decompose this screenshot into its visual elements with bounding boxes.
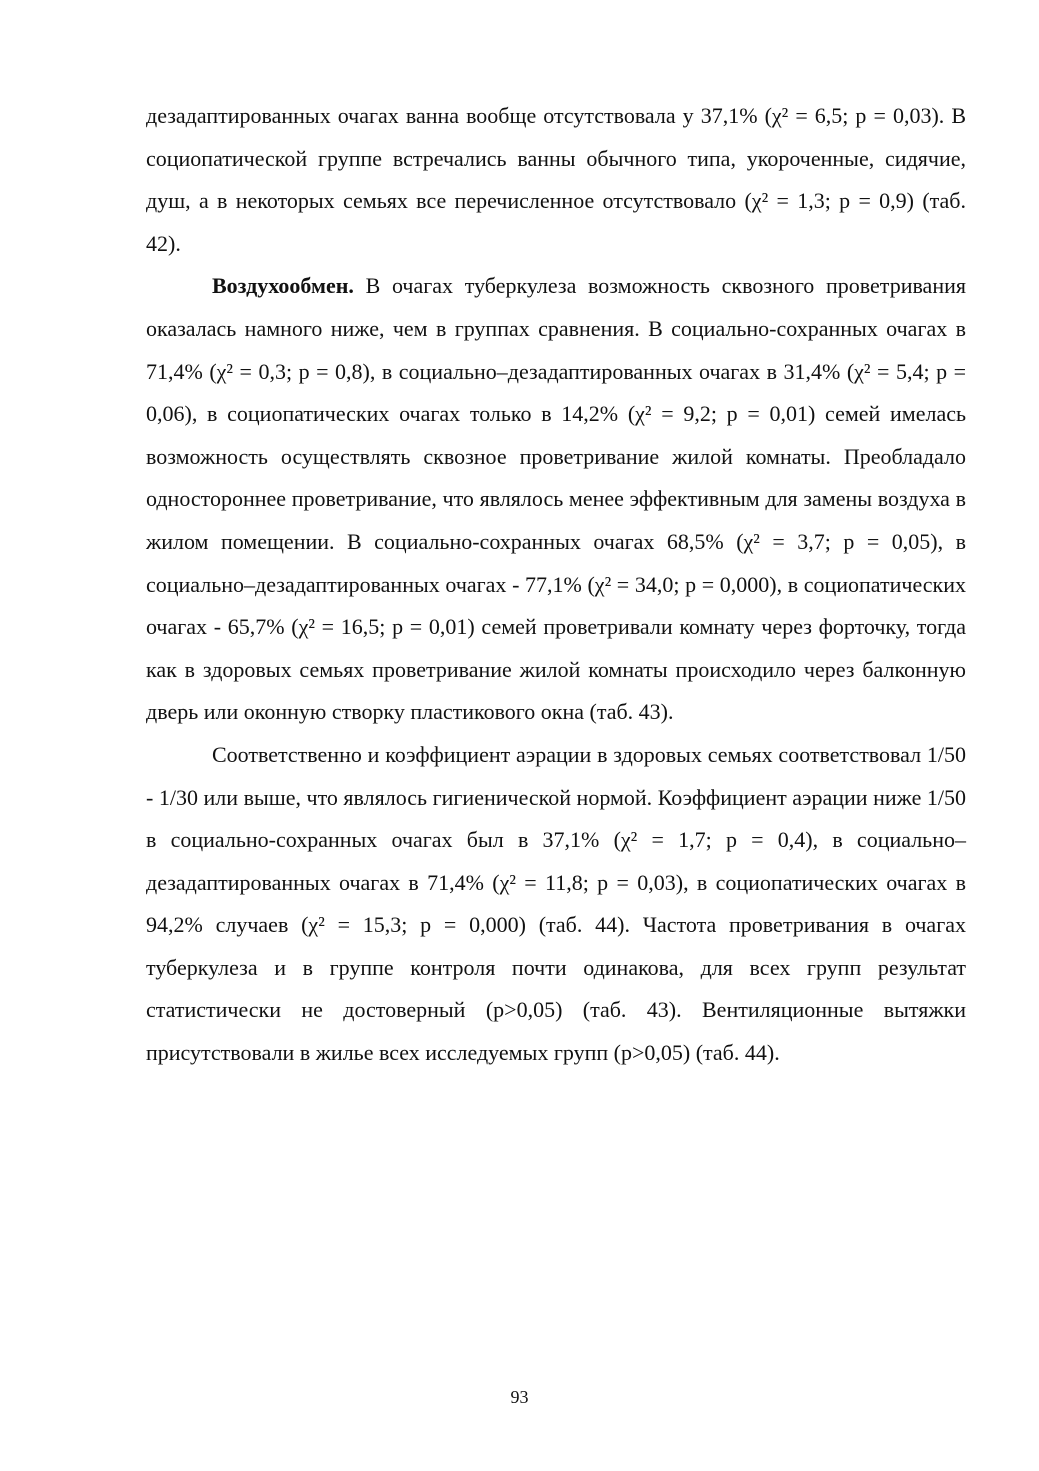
paragraph-aeration-coefficient bbox=[146, 734, 966, 1075]
paragraph-text: Соответственно и коэффициент аэрации в здоровых семьях соответствовал 1/50 - 1/30 или выше, что являлось гигиенической нормой. Коэффициент аэрации ниже 1/50 в социально-сохранных очагах был в 37,1% (χ² = 1,7; p = 0,4), в социально–дезадаптированных очагах в 71,4% (χ² = 11,8; p = 0,03), в социопатических очагах в 94,2% случаев (χ² = 15,3; p = 0,000) (таб. 44). Частота проветривания в очагах туберкулеза и в группе контроля почти одинакова, для всех групп результат статистически не достоверный (p>0,05) (таб. 43). Вентиляционные вытяжки присутствовали в жилье всех исследуемых групп (p>0,05) (таб. 44). bbox=[146, 741, 966, 1066]
document-body bbox=[146, 95, 966, 1075]
section-heading-air-exchange: Воздухообмен. bbox=[212, 273, 354, 299]
page-number: 93 bbox=[510, 1387, 529, 1407]
paragraph-air-exchange bbox=[146, 265, 966, 734]
paragraph-bath-continuation bbox=[146, 95, 966, 265]
paragraph-text: В очагах туберкулеза возможность сквозного проветривания оказалась намного ниже, чем в группах сравнения. В социально-сохранных очагах в 71,4% (χ² = 0,3; p = 0,8), в социально–дезадаптированных очагах в 31,4% (χ² = 5,4; p = 0,06), в социопатических очагах только в 14,2% (χ² = 9,2; p = 0,01) семей имелась возможность осуществлять сквозное проветривание жилой комнаты. Преобладало одностороннее проветривание, что являлось менее эффективным для замены воздуха в жилом помещении. В социально-сохранных очагах 68,5% (χ² = 3,7; p = 0,05), в социально–дезадаптированных очагах - 77,1% (χ² = 34,0; p = 0,000), в социопатических очагах - 65,7% (χ² = 16,5; p = 0,01) семей проветривали комнату через форточку, тогда как в здоровых семьях проветривание жилой комнаты происходило через балконную дверь или оконную створку пластикового окна (таб. 43). bbox=[146, 273, 966, 725]
paragraph-text: дезадаптированных очагах ванна вообще отсутствовала у 37,1% (χ² = 6,5; p = 0,03). В социопатической группе встречались ванны обычного типа, укороченные, сидячие, душ, а в некоторых семьях все перечисленное отсутствовало (χ² = 1,3; p = 0,9) (таб. 42). bbox=[146, 103, 966, 256]
